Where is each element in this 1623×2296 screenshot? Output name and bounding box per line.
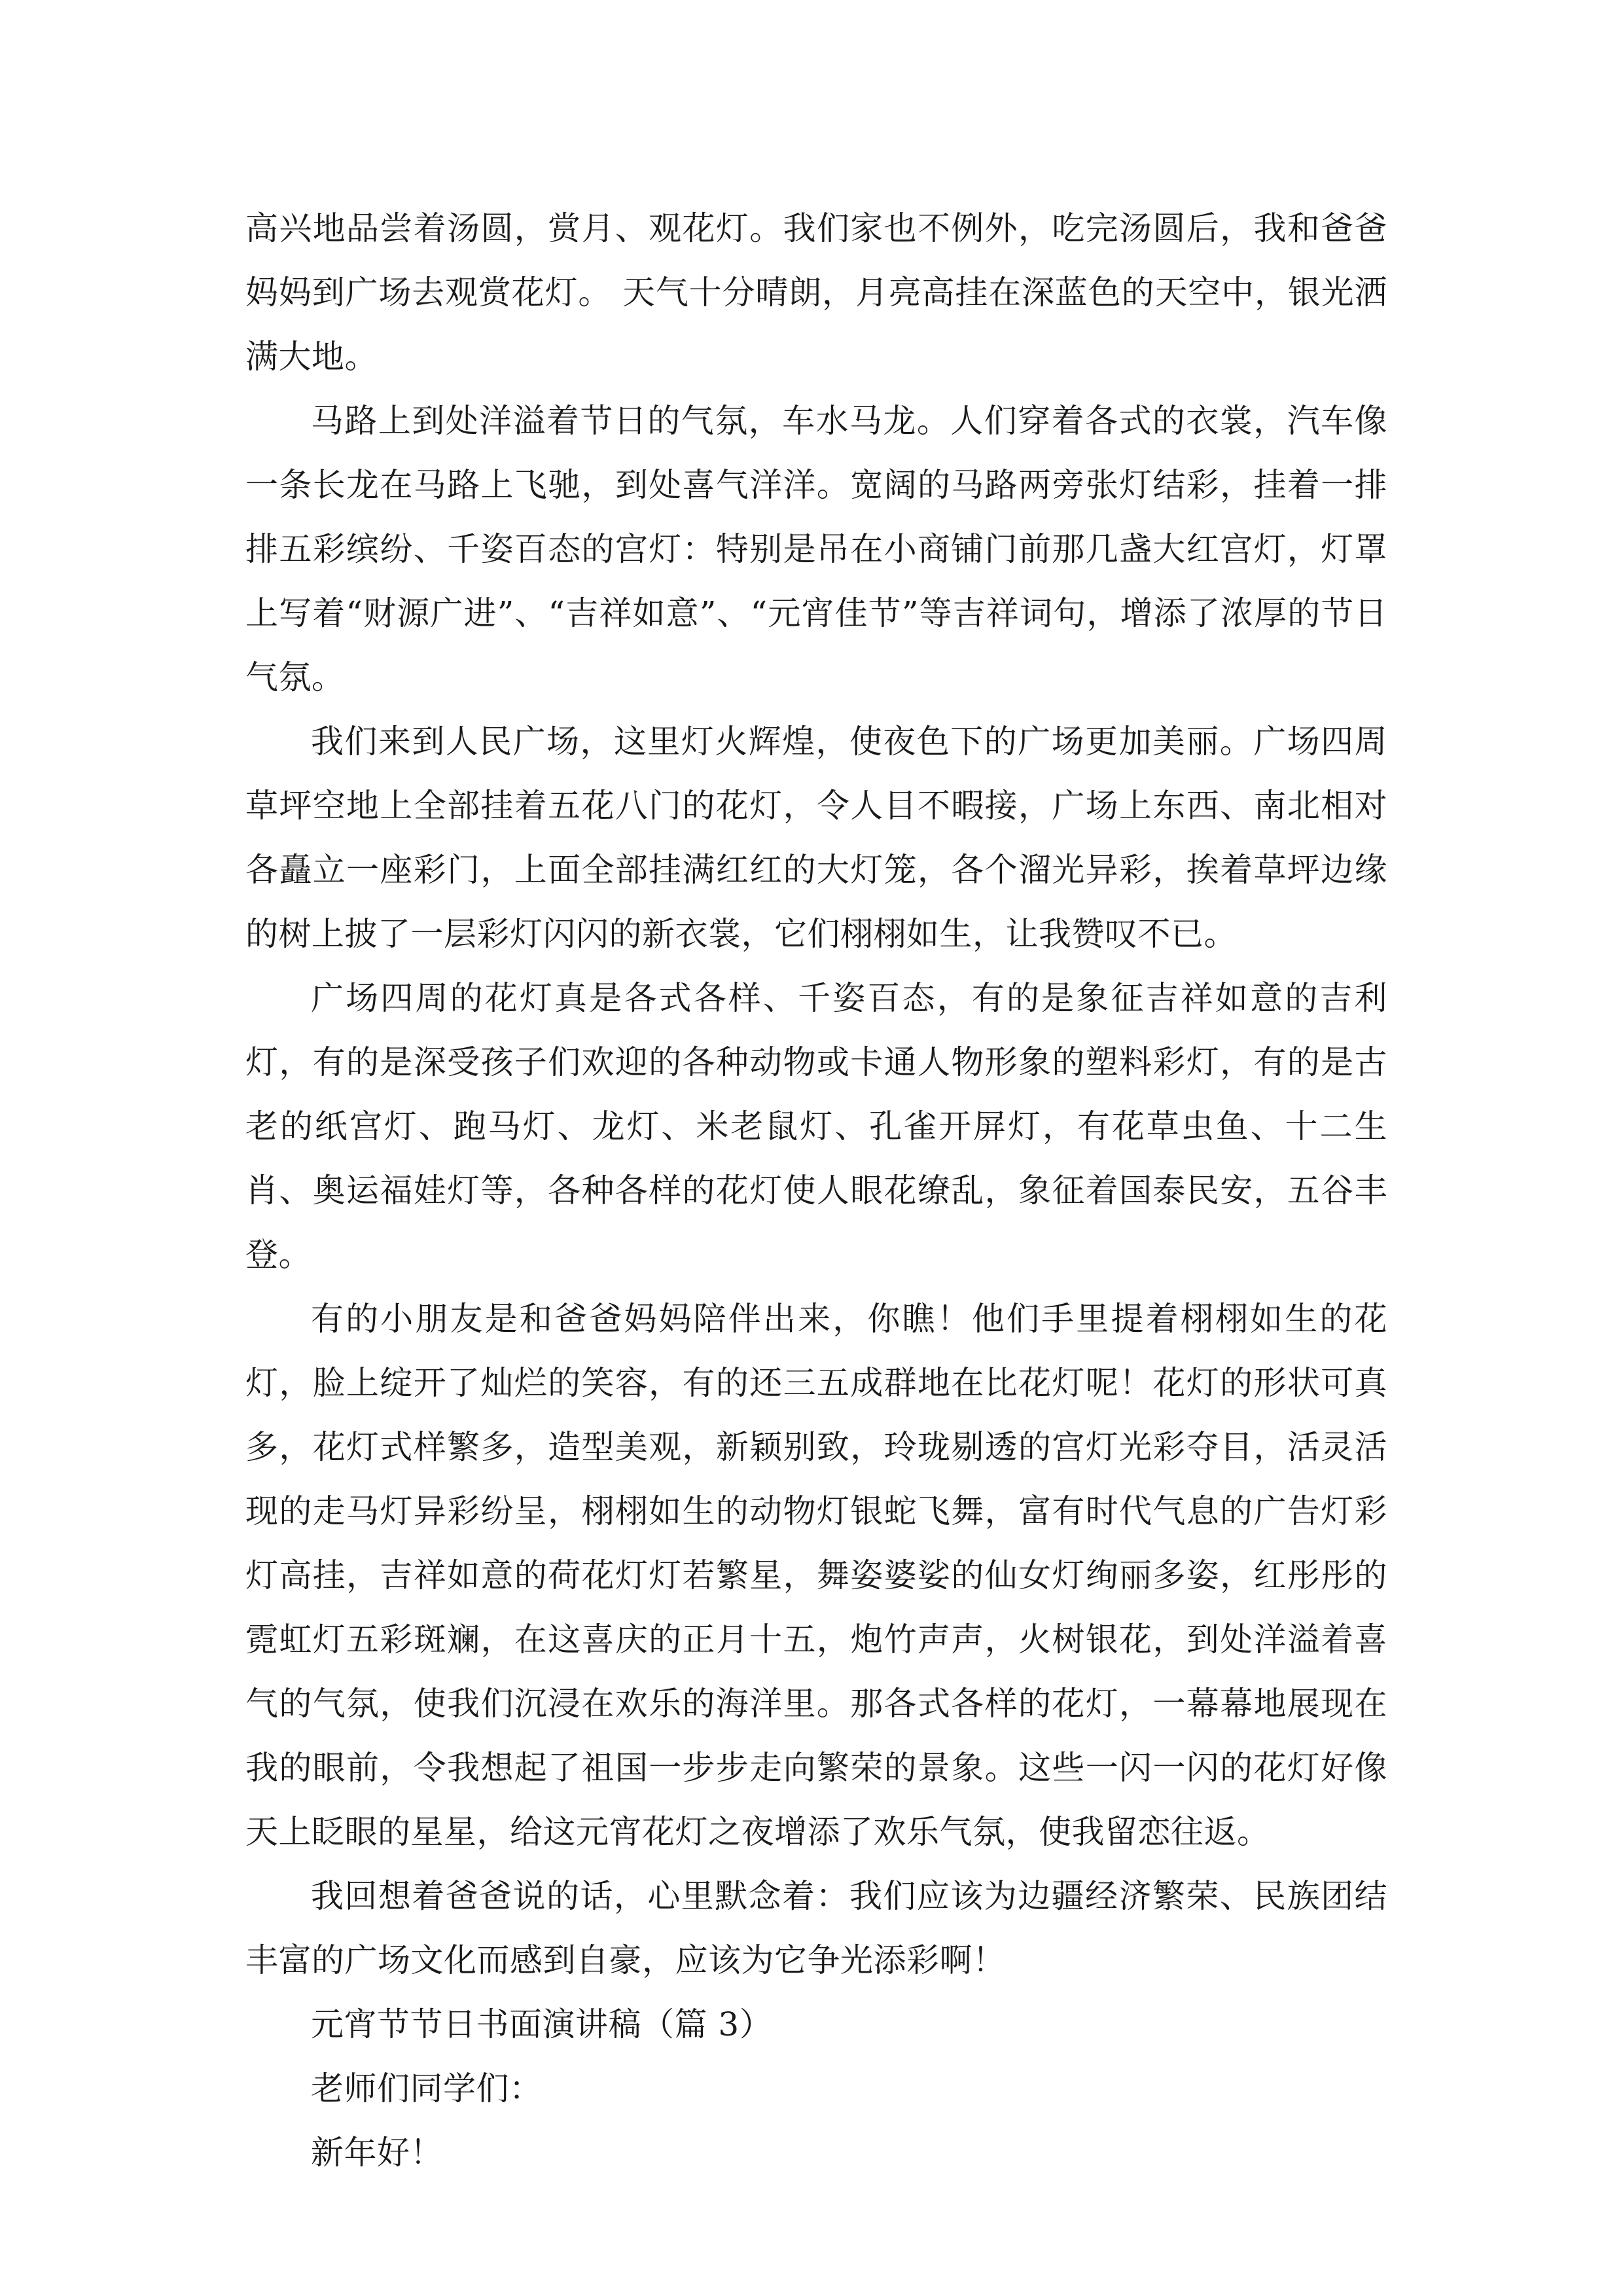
paragraph-4: 广场四周的花灯真是各式各样、千姿百态，有的是象征吉祥如意的吉利灯，有的是深受孩子们欢迎的各种动物或卡通人物形象的塑料彩灯，有的是古老的纸宫灯、跑马灯、龙灯、米老鼠灯、孔雀开屏灯，有花草虫鱼、十二生肖、奥运福娃灯等，各种各样的花灯使人眼花缭乱，象征着国泰民安，五谷丰登。 — [245, 979, 1387, 1274]
paragraph-2: 马路上到处洋溢着节日的气氛，车水马龙。人们穿着各式的衣裳，汽车像一条长龙在马路上飞驰，到处喜气洋洋。宽阔的马路两旁张灯结彩，挂着一排排五彩缤纷、千姿百态的宫灯：特别是吊在小商铺门前那几盏大红宫灯，灯罩上写着“财源广进”、“吉祥如意”、“元宵佳节”等吉祥词句，增添了浓厚的节日气氛。 — [245, 402, 1387, 696]
salutation: 老师们同学们： — [311, 2070, 543, 2108]
paragraph-5: 有的小朋友是和爸爸妈妈陪伴出来，你瞧！他们手里提着栩栩如生的花灯，脸上绽开了灿烂的笑容，有的还三五成群地在比花灯呢！花灯的形状可真多，花灯式样繁多，造型美观，新颖别致，玲珑剔透的宫灯光彩夺目，活灵活现的走马灯异彩纷呈，栩栩如生的动物灯银蛇飞舞，富有时代气息的广告灯彩灯高挂，吉祥如意的荷花灯灯若繁星，舞姿婆娑的仙女灯绚丽多姿，红彤彤的霓虹灯五彩斑斓，在这喜庆的正月十五，炮竹声声，火树银花，到处洋溢着喜气的气氛，使我们沉浸在欢乐的海洋里。那各式各样的花灯，一幕幕地展现在我的眼前，令我想起了祖国一步步走向繁荣的景象。这些一闪一闪的花灯好像天上眨眼的星星，给这元宵花灯之夜增添了欢乐气氛，使我留恋往返。 — [245, 1300, 1387, 1851]
greeting: 新年好！ — [311, 2134, 443, 2172]
paragraph-1-continued: 高兴地品尝着汤圆，赏月、观花灯。我们家也不例外，吃完汤圆后，我和爸爸妈妈到广场去观赏花灯。 天气十分晴朗，月亮高挂在深蓝色的天空中，银光洒满大地。 — [245, 209, 1387, 376]
paragraph-3: 我们来到人民广场，这里灯火辉煌，使夜色下的广场更加美丽。广场四周草坪空地上全部挂着五花八门的花灯，令人目不暇接，广场上东西、南北相对各矗立一座彩门，上面全部挂满红红的大灯笼，各个溜光异彩，挨着草坪边缘的树上披了一层彩灯闪闪的新衣裳，它们栩栩如生，让我赞叹不已。 — [245, 723, 1387, 953]
paragraph-6: 我回想着爸爸说的话，心里默念着：我们应该为边疆经济繁荣、民族团结丰富的广场文化而感到自豪，应该为它争光添彩啊！ — [245, 1877, 1387, 1979]
document-page — [245, 196, 1387, 2185]
section-heading: 元宵节节日书面演讲稿（篇 3） — [311, 2005, 773, 2043]
